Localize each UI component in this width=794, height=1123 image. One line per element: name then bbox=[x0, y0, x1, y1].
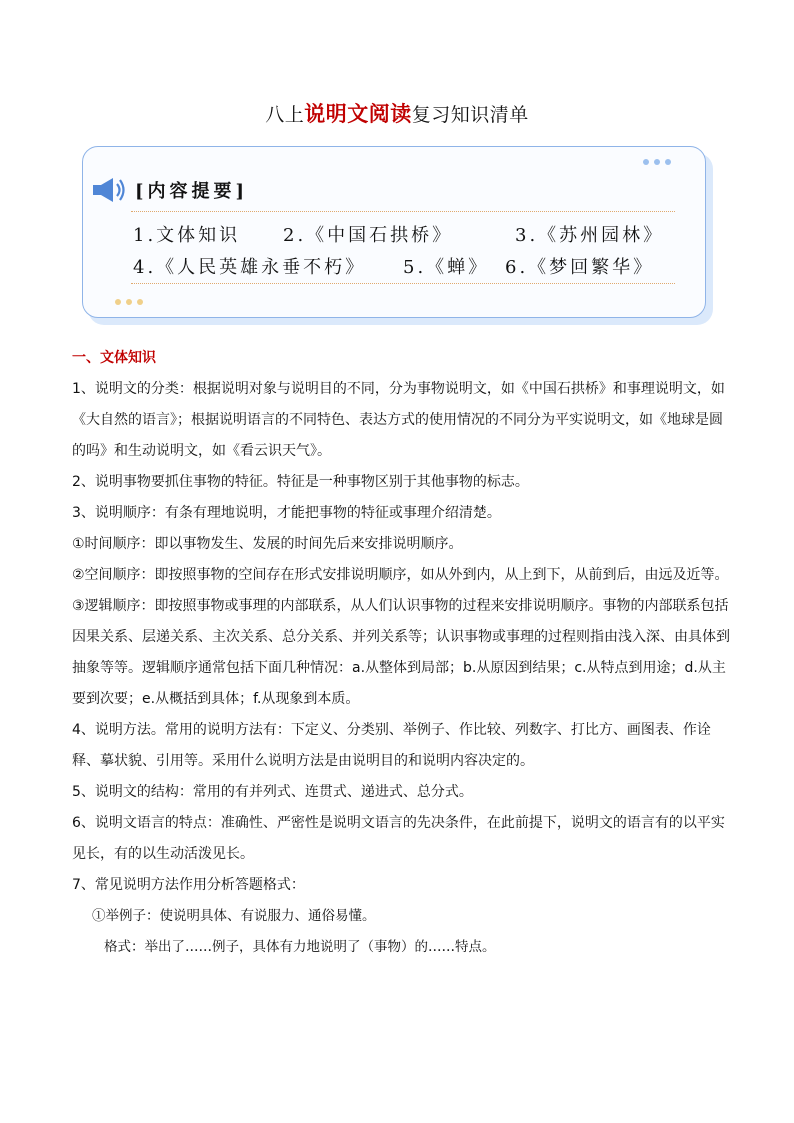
divider-dotted bbox=[131, 211, 675, 212]
paragraph: 4、说明方法。常用的说明方法有：下定义、分类别、举例子、作比较、列数字、打比方、画图表、作诠释、摹状貌、引用等。采用什么说明方法是由说明目的和说明内容决定的。 bbox=[72, 722, 711, 769]
decor-dots-top bbox=[643, 159, 671, 165]
toc-item: 6.《梦回繁华》 bbox=[505, 257, 655, 278]
megaphone-icon bbox=[91, 175, 127, 205]
title-suffix: 复习知识清单 bbox=[411, 104, 529, 126]
paragraph: 5、说明文的结构：常用的有并列式、连贯式、递进式、总分式。 bbox=[72, 784, 473, 800]
paragraph: ③逻辑顺序：即按照事物或事理的内部联系，从人们认识事物的过程来安排说明顺序。事物的内部联系包括因果关系、层递关系、主次关系、总分关系、并列关系等；认识事物或事理的过程则指由浅入深、由具体到抽象等等。逻辑顺序通常包括下面几种情况：a.从整体到局部；b.从原因到结果；c.从特点到用途；d.从主要到次要；e.从概括到具体；f.从现象到本质。 bbox=[72, 598, 730, 707]
decor-dots-bottom bbox=[115, 299, 143, 305]
summary-heading: [内容提要] bbox=[135, 181, 249, 202]
page-title bbox=[0, 98, 794, 128]
toc-row-2 bbox=[133, 253, 654, 279]
toc-item: 5.《蝉》 bbox=[403, 257, 490, 278]
paragraph: ②空间顺序：即按照事物的空间存在形式安排说明顺序，如从外到内，从上到下，从前到后，由远及近等。 bbox=[72, 567, 729, 583]
title-prefix: 八上 bbox=[265, 104, 305, 126]
title-highlight: 说明文阅读 bbox=[304, 102, 412, 126]
toc-row-1 bbox=[133, 221, 664, 247]
section-heading: 一、文体知识 bbox=[72, 350, 156, 366]
paragraph: 3、说明顺序：有条有理地说明，才能把事物的特征或事理介绍清楚。 bbox=[72, 505, 501, 521]
toc-item: 1.文体知识 bbox=[133, 225, 241, 246]
paragraph: 2、说明事物要抓住事物的特征。特征是一种事物区别于其他事物的标志。 bbox=[72, 474, 529, 490]
summary-box bbox=[82, 146, 706, 318]
toc-item: 2.《中国石拱桥》 bbox=[283, 225, 454, 246]
main-content bbox=[72, 343, 732, 963]
answer-format: 格式：举出了……例子，具体有力地说明了（事物）的……特点。 bbox=[104, 939, 496, 955]
paragraph: 6、说明文语言的特点：准确性、严密性是说明文语言的先决条件，在此前提下，说明文的语言有的以平实见长，有的以生动活泼见长。 bbox=[72, 815, 725, 862]
toc-item: 4.《人民英雄永垂不朽》 bbox=[133, 257, 367, 278]
paragraph: 7、常见说明方法作用分析答题格式： bbox=[72, 877, 305, 893]
paragraph: ①时间顺序：即以事物发生、发展的时间先后来安排说明顺序。 bbox=[72, 536, 463, 552]
sub-item: ①举例子：使说明具体、有说服力、通俗易懂。 bbox=[92, 908, 376, 924]
divider-dotted bbox=[131, 283, 675, 284]
toc-item: 3.《苏州园林》 bbox=[515, 225, 665, 246]
paragraph: 1、说明文的分类：根据说明对象与说明目的不同，分为事物说明文，如《中国石拱桥》和事理说明文，如《大自然的语言》；根据说明语言的不同特色、表达方式的使用情况的不同分为平实说明文，如《地球是圆的吗》和生动说明文，如《看云识天气》。 bbox=[72, 381, 725, 459]
